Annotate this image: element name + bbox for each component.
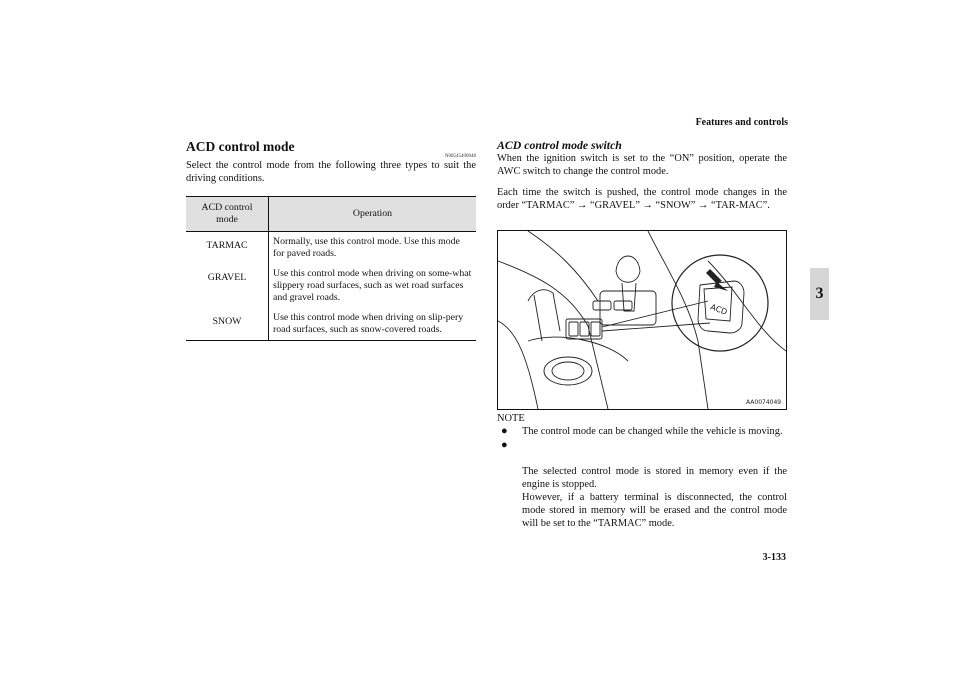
note-item [497,439,787,530]
mode-cell: TARMAC [186,232,269,265]
operation-cell: Use this control mode when driving on slip-pery road surfaces, such as snow-covered roads. [273,312,464,335]
chapter-tab: 3 [810,268,829,320]
note-label: NOTE [497,413,525,424]
control-mode-table [186,196,476,341]
page-number: 3-133 [762,552,786,563]
mode-cell: SNOW [186,308,269,341]
table-row [186,308,476,341]
mode-cell: GRAVEL [186,264,269,308]
subsection-title: ACD control mode switch [497,138,622,152]
section-intro: Select the control mode from the following three types to suit the driving conditions. [186,160,476,184]
operation-cell: Normally, use this control mode. Use this mode for paved roads. [273,236,460,259]
paragraph-ignition: When the ignition switch is set to the “ON” position, operate the AWC switch to change the control mode. [497,153,787,177]
console-line-drawing [498,231,786,409]
table-header-row [186,197,476,232]
figure-code: AA0074049 [746,399,782,406]
note-text: The selected control mode is stored in memory even if the engine is stopped. However, if a battery terminal is disconnected, the control mode stored in memory will be erased and the control mode will be set to the “TARMAC” mode. [522,466,787,529]
svg-text:ACD: ACD [709,302,729,317]
bullet-icon: ● [501,425,508,437]
header-operation: Operation [269,197,477,232]
note-list [497,425,787,531]
bullet-icon: ● [501,439,508,451]
section-title: ACD control mode [186,139,295,154]
note-text: The control mode can be changed while the vehicle is moving. [522,426,783,437]
running-header: Features and controls [695,117,788,128]
note-item [497,425,787,438]
section-code: N00545400048 [444,154,476,159]
header-mode: ACD control mode [186,197,269,232]
operation-cell: Use this control mode when driving on some-what slippery road surfaces, such as wet road surfaces and gravel roads. [273,268,472,303]
table-row [186,232,476,265]
console-illustration [497,230,787,410]
paragraph-switch-order: Each time the switch is pushed, the control mode changes in the order “TARMAC” → “GRAVEL” → “SNOW” → “TAR-MAC”. [497,187,787,211]
table-row [186,264,476,308]
